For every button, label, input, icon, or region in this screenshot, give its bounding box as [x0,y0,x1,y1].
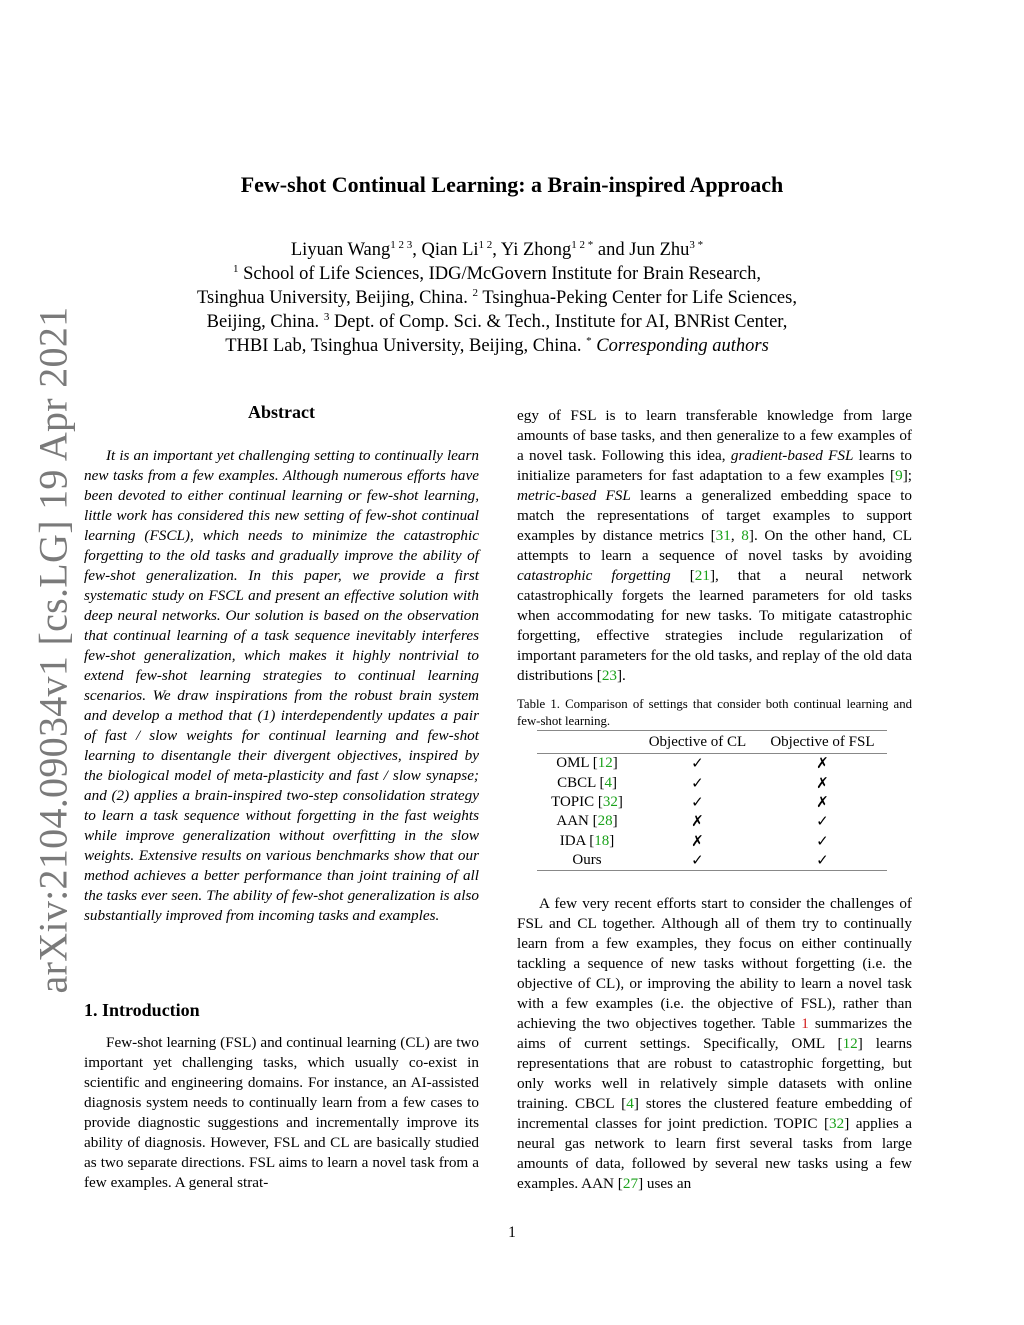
method-cell: TOPIC [32] [551,793,623,810]
affiliation-line-4: THBI Lab, Tsinghua University, Beijing, China. * Corresponding authors [225,334,769,356]
table-row [537,832,887,851]
table-row [537,754,887,774]
cl-mark-cell: ✓ [691,794,704,811]
abstract-body [84,446,479,926]
table-reference-link[interactable]: 1 [801,1015,809,1032]
right-column-top [517,406,912,686]
method-cell: Ours [537,851,637,871]
introduction-body [84,1033,479,1193]
citation-link[interactable]: 32 [602,793,618,810]
table-row [537,773,887,792]
page-number: 1 [508,1224,516,1241]
citation-link[interactable]: 18 [594,832,610,849]
abstract-heading: Abstract [248,402,315,422]
citation-link[interactable]: 4 [626,1095,634,1112]
citation-link[interactable]: 31 [715,527,731,544]
citation-link[interactable]: 21 [694,567,710,584]
method-cell: OML [12] [556,755,618,772]
paper-title: Few-shot Continual Learning: a Brain-inspired Approach [240,172,784,197]
table-header-fsl: Objective of FSL [758,731,887,754]
citation-link[interactable]: 23 [601,667,617,684]
fsl-mark-cell: ✓ [816,814,829,831]
cl-mark-cell: ✓ [637,851,758,871]
table-header-row [537,731,887,754]
affiliation-line-3: Beijing, China. $^3$ Dept. of Comp. Sci. & Tech., Institute for AI, BNRist Center, [206,310,788,332]
right-column-bottom [517,894,912,1194]
fsl-mark-cell: ✓ [758,851,887,871]
citation-link[interactable]: 4 [604,774,612,791]
cl-mark-cell: ✓ [691,756,704,773]
cl-mark-cell: ✗ [691,833,704,850]
related-work-paragraph: A few very recent efforts start to consider the challenges of FSL and CL together. Although all of them try to continually learn from a few examples, they focus on either continually tackling a sequence of new tasks without forgetting (i.e. the objective of CL), or improving the ability to learn a novel task with a few examples (i.e. the objective of FSL), rather than achieving the two objectives together. Table 1 summarizes the aims of current settings. Specifically, OML [12] learns representations that are robust to catastrophic forgetting, but only works well in relatively simple datasets with online training. CBCL [4] stores the clustered feature embedding of incremental classes for joint prediction. TOPIC [32] applies a neural gas network to learn first several tasks from large amounts of data, followed by several new tasks using a few examples. AAN [27] uses an [517,895,912,1192]
fsl-mark-cell: ✗ [816,775,829,792]
citation-link[interactable]: 12 [842,1035,858,1052]
citation-link[interactable]: 32 [829,1115,845,1132]
method-cell: IDA [18] [559,832,615,849]
citation-link[interactable]: 12 [597,755,613,772]
abstract-paragraph: It is an important yet challenging setting to continually learn new tasks from a few examples. Although numerous efforts have been devoted to either continual learning or few-shot learning, little work has considered this new setting of few-shot continual learning (FSCL), which needs to minimize the catastrophic forgetting to the old tasks and gradually improve the ability of few-shot generalization. In this paper, we provide a first systematic study on FSCL and present an effective solution with deep neural networks. Our solution is based on the observation that continual learning of a task sequence inevitably interferes few-shot generalization, which makes it highly nontrivial to extend few-shot learning strategies to continual learning scenarios. We draw inspirations from the robust brain system and develop a method that (1) interdependently updates a pair of fast / slow weights for continual learning and few-shot learning to disentangle their divergent objectives, inspired by the biological model of meta-plasticity and fast / slow synapse; and (2) applies a brain-inspired two-step consolidation strategy to learn a task sequence without forgetting in the fast weights while improve generalization without overfitting in the slow weights. Extensive results on various benchmarks show that our method achieves a better performance than joint training of all the tasks ever seen. The ability of few-shot generalization is also substantially improved from incoming tasks and examples. [84,447,479,924]
table-row [537,793,887,812]
introduction-heading: 1. Introduction [84,1000,200,1020]
affiliation-line-1: $^1$ School of Life Sciences, IDG/McGovern Institute for Brain Research, [233,262,761,284]
cl-mark-cell: ✗ [691,814,704,831]
method-cell: CBCL [4] [557,774,617,791]
author-block [112,238,882,358]
fsl-mark-cell: ✗ [816,794,829,811]
table-caption: Table 1. Comparison of settings that consider both continual learning and few-shot learning. [517,697,912,728]
method-cell: AAN [28] [556,813,618,830]
citation-link[interactable]: 8 [741,527,749,544]
table-header-blank [537,731,637,754]
fsl-mark-cell: ✓ [816,833,829,850]
table-row [537,812,887,831]
fsl-mark-cell: ✗ [816,756,829,773]
cl-mark-cell: ✓ [691,775,704,792]
continued-paragraph: egy of FSL is to learn transferable knowledge from large amounts of base tasks, and then generalize to a few examples of a novel task. Following this idea, gradient-based FSL learns to initialize parameters for fast adaptation to a few examples [9]; metric-based FSL learns a generalized embedding space to match the representations of target examples to support examples by distance metrics [31, 8]. On the other hand, CL attempts to learn a sequence of novel tasks by avoiding catastrophic forgetting [21], that a neural network catastrophically forgets the learned parameters for old tasks when accommodating for new tasks. To mitigate catastrophic forgetting, effective strategies include regularization of important parameters for the old tasks, and replay of the old data distributions [23]. [517,407,913,684]
citation-link[interactable]: 28 [597,813,613,830]
comparison-table [537,730,887,871]
author-names: Liyuan Wang$^{1 2 3}$, Qian $Li^{1 2}$, Yi Zhong$^{1 2 *}$ and Jun Zhu$^{3 *}$ [290,238,704,260]
citation-link[interactable]: 9 [895,467,903,484]
affiliation-line-2: Tsinghua University, Beijing, China. $^2$ Tsinghua-Peking Center for Life Sciences, [197,286,797,308]
table-row [537,851,887,871]
intro-paragraph: Few-shot learning (FSL) and continual learning (CL) are two important yet challenging tasks, which usually co-exist in scientific and engineering domains. For instance, an AI-assisted diagnosis system needs to continually learn from a few cases to provide diagnostic suggestions and incrementally improve its ability of diagnosis. However, FSL and CL are basically studied as two separate directions. FSL aims to learn a novel task from a few examples. A general strat- [84,1034,479,1191]
citation-link[interactable]: 27 [622,1175,639,1192]
table-header-cl: Objective of CL [637,731,758,754]
arxiv-side-stamp: arXiv:2104.09034v1 [cs.LG] 19 Apr 2021 [30,306,76,994]
